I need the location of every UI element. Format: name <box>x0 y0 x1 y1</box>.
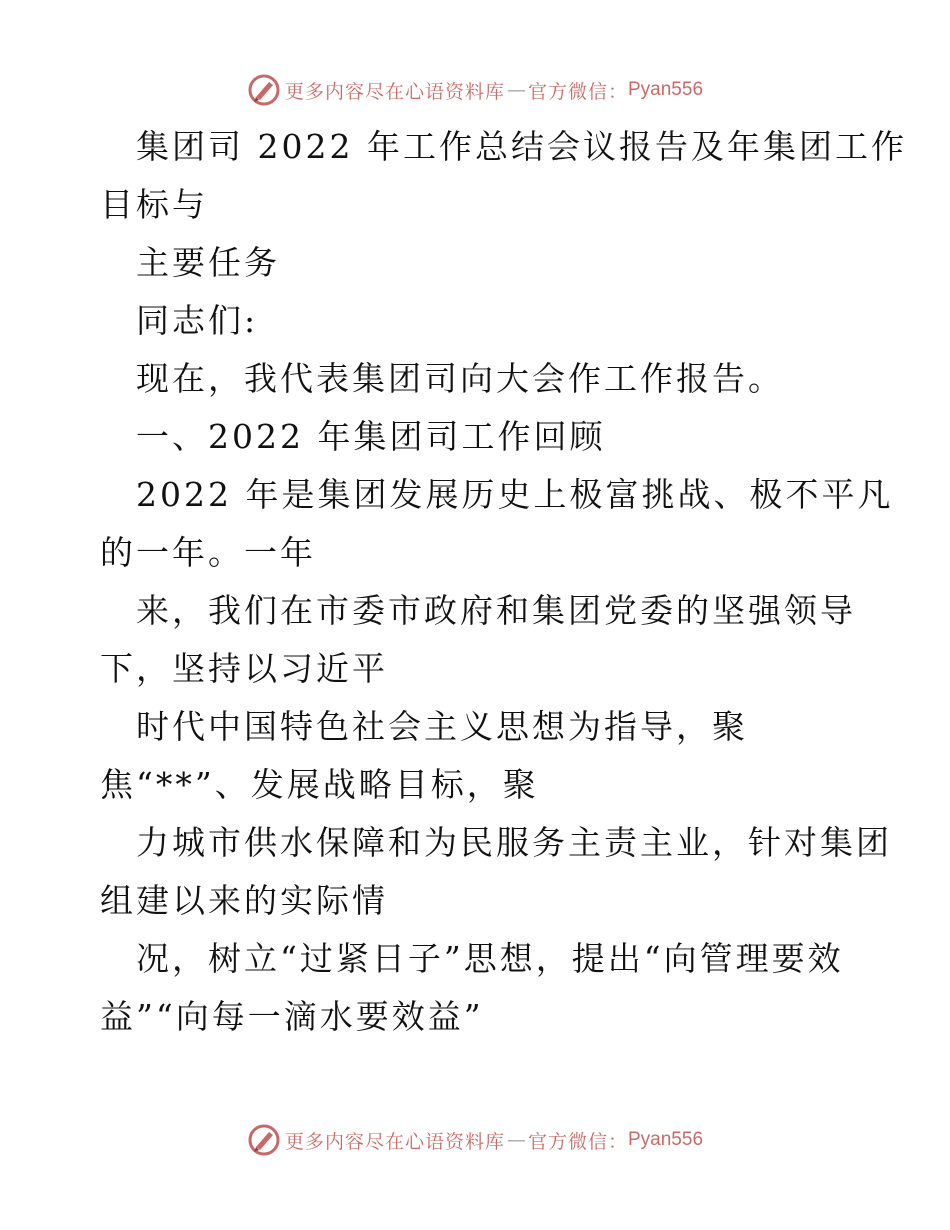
watermark-dash: — <box>506 1129 526 1151</box>
watermark-label: 官方微信： <box>527 80 628 103</box>
paragraph-line: 时代中国特色社会主义思想为指导，聚 <box>136 707 748 746</box>
title-line-2: 目标与 <box>100 185 208 224</box>
paragraph-line: 下，坚持以习近平 <box>100 649 388 688</box>
watermark-dash: — <box>506 79 526 101</box>
paragraph-line: 况，树立“过紧日子”思想，提出“向管理要效 <box>136 939 844 978</box>
subtitle-line: 主要任务 <box>136 243 280 282</box>
pen-logo-icon <box>247 73 281 107</box>
section-heading: 一、2022 年集团司工作回顾 <box>136 417 606 456</box>
paragraph-line: 焦“**”、发展战略目标，聚 <box>100 765 539 804</box>
footer-watermark <box>0 1120 950 1160</box>
paragraph-line: 组建以来的实际情 <box>100 881 388 920</box>
intro-line: 现在，我代表集团司向大会作工作报告。 <box>136 359 784 398</box>
paragraph-line: 的一年。一年 <box>100 533 316 572</box>
paragraph-line: 2022 年是集团发展历史上极富挑战、极不平凡 <box>136 475 894 514</box>
watermark-handle: Pyan556 <box>628 1129 704 1150</box>
title-line-1: 集团司 2022 年工作总结会议报告及年集团工作 <box>136 127 907 166</box>
paragraph-line: 力城市供水保障和为民服务主责主业，针对集团 <box>136 823 892 862</box>
paragraph-line: 益”“向每一滴水要效益” <box>100 997 484 1036</box>
watermark-handle: Pyan556 <box>628 79 704 100</box>
watermark-label: 官方微信： <box>527 1130 628 1153</box>
header-watermark <box>0 70 950 110</box>
pen-logo-icon <box>247 1123 281 1157</box>
paragraph-line: 来，我们在市委市政府和集团党委的坚强领导 <box>136 591 856 630</box>
document-body <box>100 118 907 1046</box>
watermark-text: 更多内容尽在心语资料库 <box>284 80 505 103</box>
watermark-text: 更多内容尽在心语资料库 <box>284 1130 505 1153</box>
salutation: 同志们: <box>136 301 259 340</box>
